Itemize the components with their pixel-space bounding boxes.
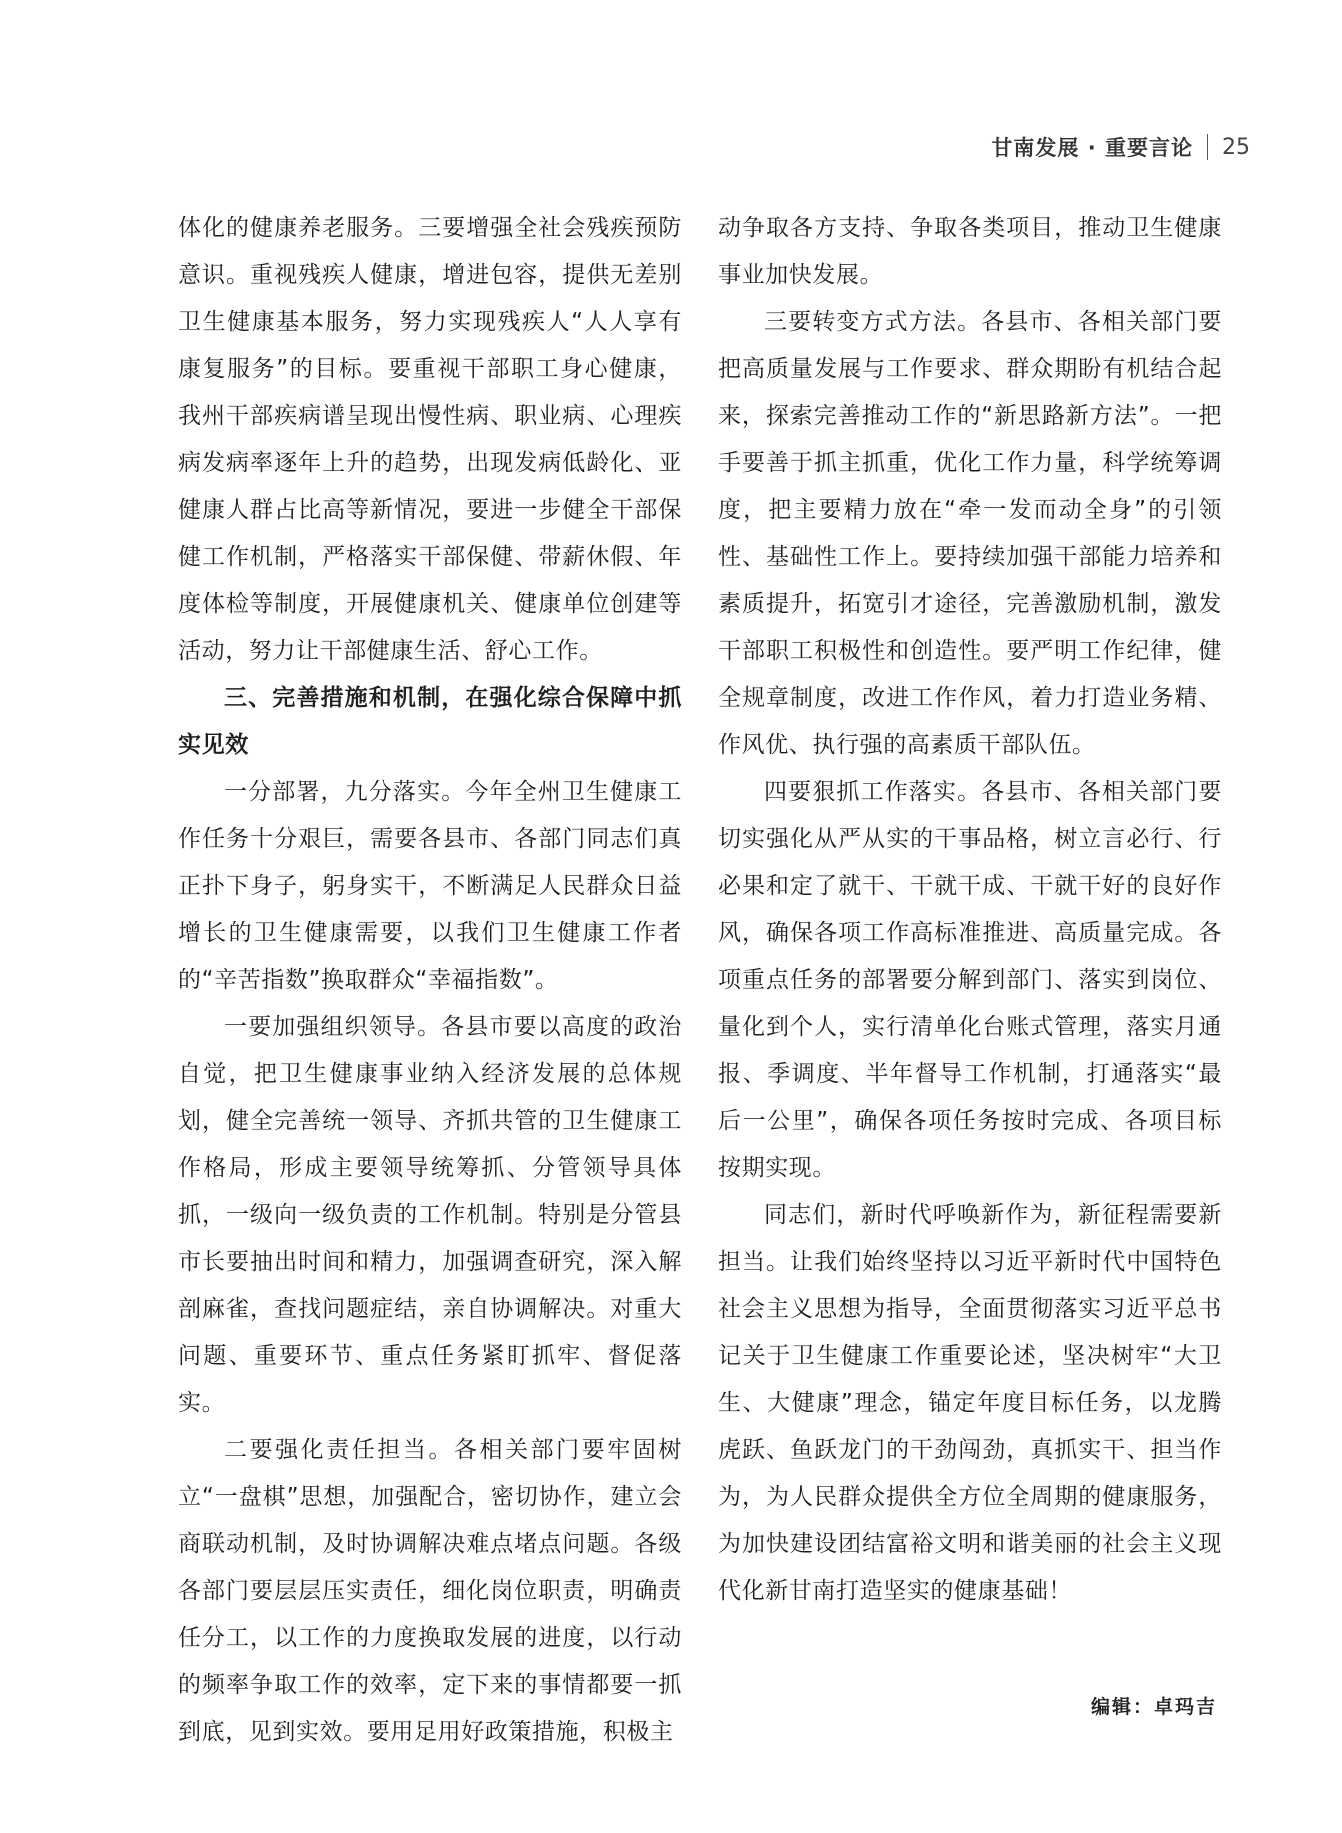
paragraph: 四要狠抓工作落实。各县市、各相关部门要切实强化从严从实的干事品格，树立言必行、行必果和定了就干、干就干成、干就干好的良好作风，确保各项工作高标准推进、高质量完成。各项重点任务的部署要分解到部门、落实到岗位、量化到个人，实行清单化台账式管理，落实月通报、季调度、半年督导工作机制，打通落实“最后一公里”，确保各项任务按时完成、各项目标按期实现。: [718, 779, 1222, 1181]
header-divider: [1207, 134, 1208, 160]
paragraph: 动争取各方支持、争取各类项目，推动卫生健康事业加快发展。: [718, 215, 1222, 288]
paragraph: 体化的健康养老服务。三要增强全社会残疾预防意识。重视残疾人健康，增进包容，提供无差别卫生健康基本服务，努力实现残疾人“人人享有康复服务”的目标。要重视干部职工身心健康，我州干部疾病谱呈现出慢性病、职业病、心理疾病发病率逐年上升的趋势，出现发病低龄化、亚健康人群占比高等新情况，要进一步健全干部保健工作机制，严格落实干部保健、带薪休假、年度体检等制度，开展健康机关、健康单位创建等活动，努力让干部健康生活、舒心工作。: [178, 215, 682, 664]
paragraph: 一分部署，九分落实。今年全州卫生健康工作任务十分艰巨，需要各县市、各部门同志们真正扑下身子，躬身实干，不断满足人民群众日益增长的卫生健康需要，以我们卫生健康工作者的“辛苦指数”换取群众“幸福指数”。: [178, 779, 682, 993]
section-title: 甘南发展 · 重要言论: [991, 136, 1193, 160]
paragraph: 三要转变方式方法。各县市、各相关部门要把高质量发展与工作要求、群众期盼有机结合起来，探索完善推动工作的“新思路新方法”。一把手要善于抓主抓重，优化工作力量，科学统筹调度，把主要精力放在“牵一发而动全身”的引领性、基础性工作上。要持续加强干部能力培养和素质提升，拓宽引才途径，完善激励机制，激发干部职工积极性和创造性。要严明工作纪律，健全规章制度，改进工作作风，着力打造业务精、作风优、执行强的高素质干部队伍。: [718, 309, 1222, 758]
paragraph: 二要强化责任担当。各相关部门要牢固树立“一盘棋”思想，加强配合，密切协作，建立会商联动机制，及时协调解决难点堵点问题。各级各部门要层层压实责任，细化岗位职责，明确责任分工，以工作的力度换取发展的进度，以行动的频率争取工作的效率，定下来的事情都要一抓到底，见到实效。要用足用好政策措施，积极主: [178, 1437, 682, 1745]
running-header: [991, 132, 1250, 162]
editor-credit: 编辑：卓玛吉: [1090, 1696, 1217, 1718]
left-column: [178, 205, 682, 1756]
page-number: 25: [1222, 134, 1250, 160]
paragraph: 一要加强组织领导。各县市要以高度的政治自觉，把卫生健康事业纳入经济发展的总体规划，健全完善统一领导、齐抓共管的卫生健康工作格局，形成主要领导统筹抓、分管领导具体抓，一级向一级负责的工作机制。特别是分管县市长要抽出时间和精力，加强调查研究，深入解剖麻雀，查找问题症结，亲自协调解决。对重大问题、重要环节、重点任务紧盯抓牢、督促落实。: [178, 1014, 682, 1416]
right-column: [718, 205, 1222, 1615]
section-heading: 三、完善措施和机制，在强化综合保障中抓实见效: [178, 685, 682, 758]
paragraph: 同志们，新时代呼唤新作为，新征程需要新担当。让我们始终坚持以习近平新时代中国特色社会主义思想为指导，全面贯彻落实习近平总书记关于卫生健康工作重要论述，坚决树牢“大卫生、大健康”理念，锚定年度目标任务，以龙腾虎跃、鱼跃龙门的干劲闯劲，真抓实干、担当作为，为人民群众提供全方位全周期的健康服务，为加快建设团结富裕文明和谐美丽的社会主义现代化新甘南打造坚实的健康基础！: [718, 1202, 1222, 1604]
